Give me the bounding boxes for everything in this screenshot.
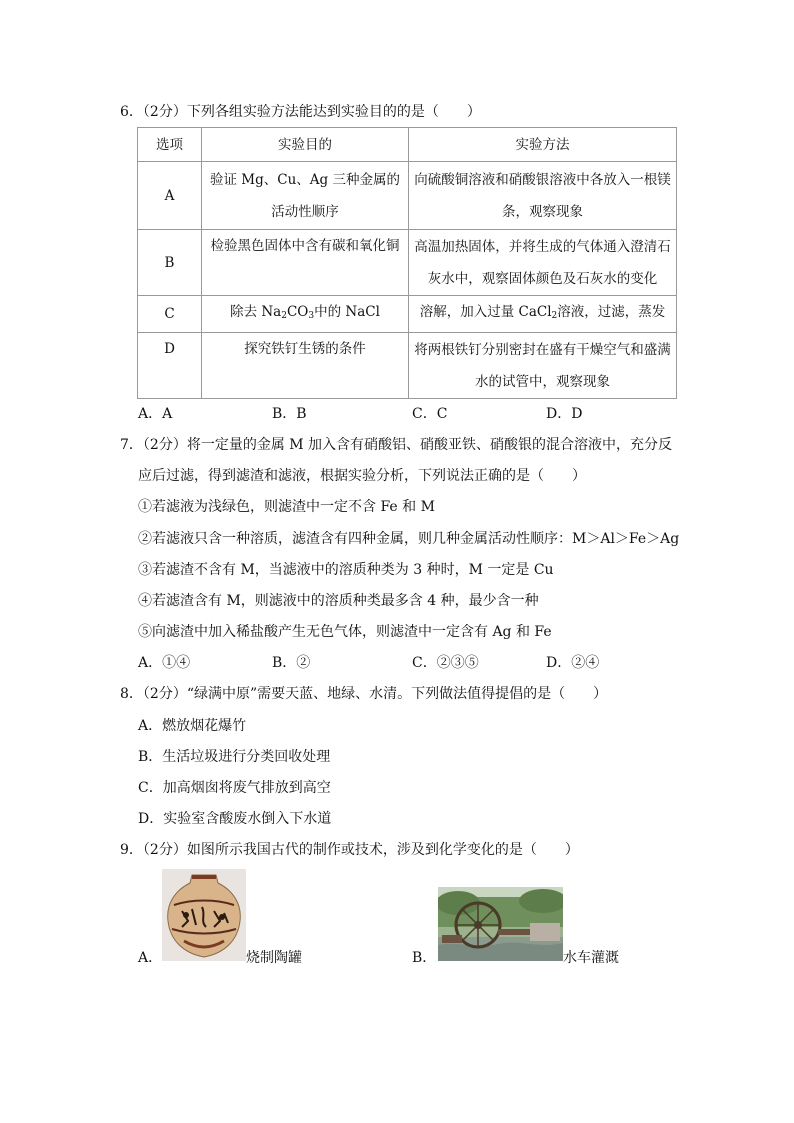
q6-option-c[interactable]: C．C [412,406,448,422]
q6-row-c-method-pre: 溶解，加入过量 CaCl [419,304,552,320]
q8-option-a[interactable]: A．燃放烟花爆竹 [138,718,247,734]
q7-item-3: ③若滤渣不含有 M，当滤液中的溶质种类为 3 种时，M 一定是 Cu [138,562,554,578]
q8-option-b[interactable]: B．生活垃圾进行分类回收处理 [138,749,331,765]
q7-item-4: ④若滤渣含有 M，则滤液中的溶质种类最多含 4 种，最少含一种 [138,593,539,609]
q6-row-a-option: A [138,162,202,230]
pottery-jar-icon [162,869,246,961]
q6-row-b-goal: 检验黑色固体中含有碳和氧化铜 [202,230,409,296]
q9-stem: 9．（2分）如图所示我国古代的制作或技术，涉及到化学变化的是（ ） [120,842,579,858]
q6-row-c-goal-post: 中的 NaCl [314,304,380,320]
q6-stem: 6．（2分）下列各组实验方法能达到实验目的的是（ ） [120,104,481,120]
q6-header-goal: 实验目的 [202,128,409,162]
q6-row-c-goal-mid: CO [286,304,309,320]
q8-option-c[interactable]: C．加高烟囱将废气排放到高空 [138,780,331,796]
q6-row-b-method: 高温加热固体，并将生成的气体通入澄清石灰水中，观察固体颜色及石灰水的变化 [409,230,677,296]
q6-row-a-goal: 验证 Mg、Cu、Ag 三种金属的活动性顺序 [202,162,409,230]
q6-header-option: 选项 [138,128,202,162]
q6-row-c-goal [202,296,409,333]
q6-row-d-goal: 探究铁钉生锈的条件 [202,333,409,399]
q7-item-1: ①若滤液为浅绿色，则滤渣中一定不含 Fe 和 M [138,499,435,515]
q6-row-c-method [409,296,677,333]
q6-row-c-method-sub: 2 [551,311,558,321]
q6-row-c [138,296,677,333]
water-wheel-icon [438,887,563,961]
water-wheel-image [438,887,563,961]
q7-stem-line1: 7．（2分）将一定量的金属 M 加入含有硝酸铝、硝酸亚铁、硝酸银的混合溶液中，充分反 [120,437,673,453]
q6-option-b[interactable]: B．B [272,406,307,422]
q6-row-d-option: D [138,333,202,399]
q6-row-a-method: 向硫酸铜溶液和硝酸银溶液中各放入一根镁条，观察现象 [409,162,677,230]
q7-option-b[interactable]: B．② [272,655,311,671]
q8-option-d[interactable]: D．实验室含酸废水倒入下水道 [138,811,332,827]
q6-option-a[interactable]: A．A [138,406,173,422]
q6-option-d[interactable]: D．D [546,406,583,422]
q9-option-a-caption: 烧制陶罐 [246,950,302,966]
q6-header-method: 实验方法 [409,128,677,162]
q6-row-c-method-post: 溶液，过滤，蒸发 [557,304,666,320]
pottery-jar-image [162,869,246,961]
q6-row-c-option: C [138,296,202,333]
q6-row-c-goal-pre: 除去 Na [230,304,282,320]
q8-stem: 8．（2分）“绿满中原”需要天蓝、地绿、水清。下列做法值得提倡的是（ ） [120,686,608,702]
q7-item-2: ②若滤液只含一种溶质，滤渣含有四种金属，则几种金属活动性顺序：M＞Al＞Fe＞Ag [138,531,680,547]
q6-row-c-goal-sub1: 2 [281,311,287,321]
q7-option-c[interactable]: C．②③⑤ [412,655,479,671]
q6-row-b [138,230,677,296]
q7-option-a[interactable]: A．①④ [138,655,191,671]
q9-option-b-letter[interactable]: B． [412,950,437,966]
q6-table [137,127,677,399]
q9-option-b-caption: 水车灌溉 [563,950,619,966]
q9-option-a-letter[interactable]: A． [138,950,163,966]
q6-row-a [138,162,677,230]
q6-row-d-method: 将两根铁钉分别密封在盛有干燥空气和盛满水的试管中，观察现象 [409,333,677,399]
q6-row-b-option: B [138,230,202,296]
q7-stem-line2: 应后过滤，得到滤渣和滤液，根据实验分析，下列说法正确的是（ ） [138,468,586,484]
q6-header-row [138,128,677,162]
q6-row-c-goal-sub2: 3 [308,311,315,321]
q7-option-d[interactable]: D．②④ [546,655,600,671]
q7-item-5: ⑤向滤渣中加入稀盐酸产生无色气体，则滤渣中一定含有 Ag 和 Fe [138,624,552,640]
q6-row-d [138,333,677,399]
